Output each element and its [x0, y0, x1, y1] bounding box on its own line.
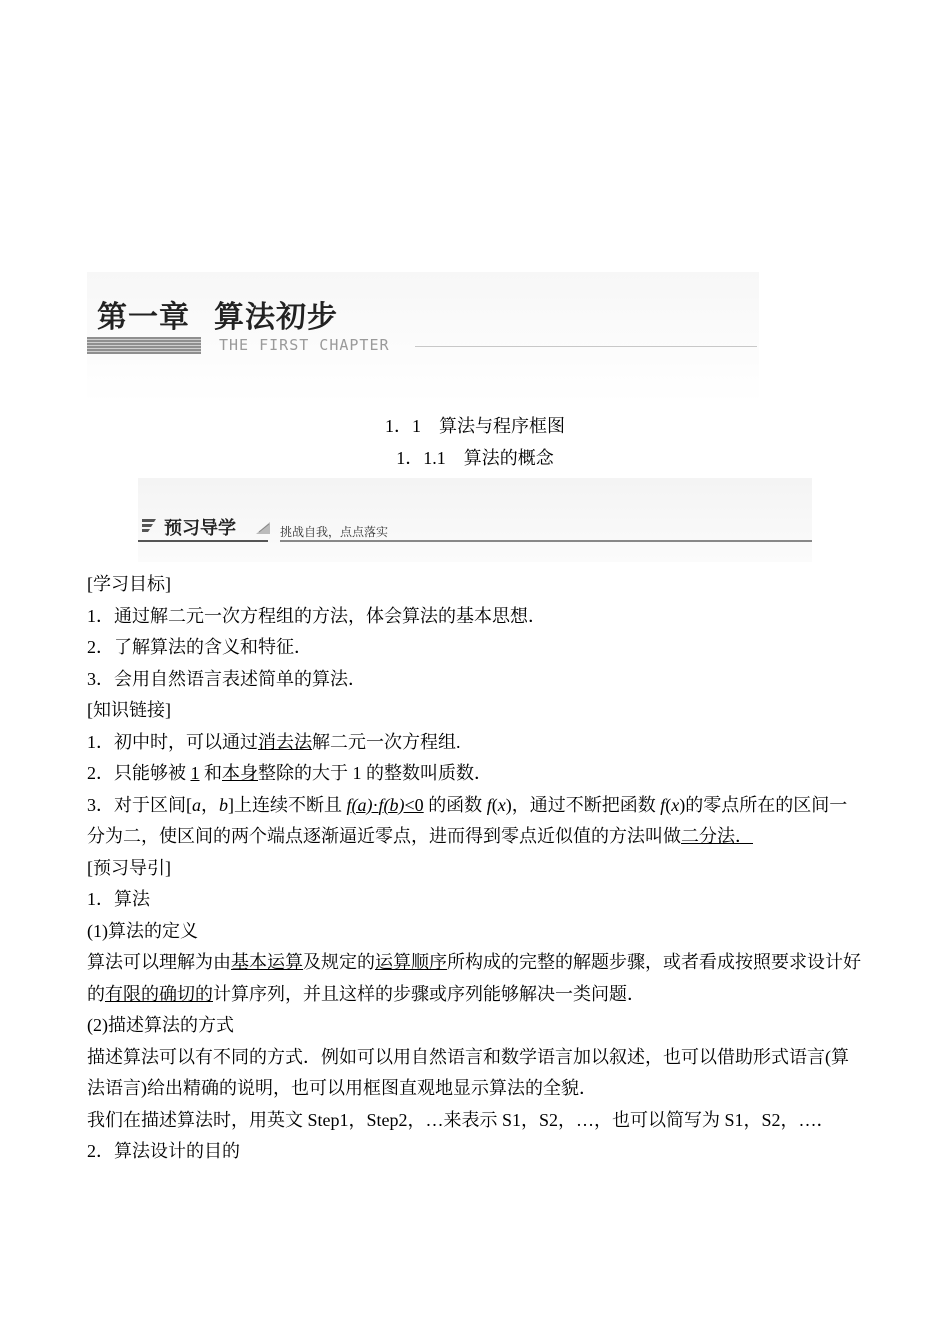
- text-segment: 的函数: [423, 794, 487, 815]
- math-op: ·: [372, 794, 379, 815]
- text-segment: ]上连续不断且: [228, 794, 347, 815]
- guide-heading-2: 2．算法设计的目的: [87, 1141, 240, 1161]
- math-var: f: [660, 794, 666, 815]
- blank-answer: 有限的确切的: [105, 983, 213, 1004]
- preview-banner: [138, 478, 812, 562]
- text-segment: 和: [199, 763, 222, 783]
- text-segment: 3．对于区间[: [87, 794, 192, 815]
- preview-banner-subtitle: 挑战自我，点点落实: [280, 525, 389, 539]
- section-title: 1．1 算法与程序框图: [385, 416, 565, 436]
- text-segment: 所构成的完整的解题步骤，或者看成按照要求设计好的: [87, 952, 861, 1004]
- math-var: a: [192, 794, 201, 815]
- goal-item-3: 3．会用自然语言表述简单的算法．: [87, 668, 366, 689]
- text-segment: 1．初中时，可以通过: [87, 731, 258, 752]
- math-var: (a): [351, 794, 373, 815]
- blank-answer: 基本运算: [231, 952, 303, 972]
- chapter-subtitle: THE FIRST CHAPTER: [219, 336, 390, 354]
- math-var: x: [497, 794, 506, 815]
- chapter-title: [97, 292, 338, 336]
- math-var: f: [378, 794, 384, 815]
- text-segment: 的零点所在的区间一分为二，使区间的两个端点逐渐逼近零点，进而得到零点近似值的方法叫做: [87, 794, 848, 846]
- preview-banner-title: 预习导学: [164, 518, 236, 539]
- guide-heading-1: 1．算法: [87, 889, 150, 909]
- main-content: [87, 569, 865, 1168]
- goal-item-2: 2．了解算法的含义和特征．: [87, 637, 312, 657]
- text-segment: 及规定的: [303, 952, 375, 972]
- guide-subheading-1-1: (1)算法的定义: [87, 920, 198, 941]
- guide-paragraph-1: [87, 947, 865, 1010]
- text-segment: 解二元一次方程组.: [312, 731, 461, 752]
- blank-answer: 二分法．: [681, 826, 753, 846]
- blank-answer: 运算顺序: [375, 952, 447, 972]
- text-segment: 计算序列，并且这样的步骤或序列能够解决一类问题．: [213, 983, 645, 1004]
- link-item-1: [87, 727, 865, 759]
- banner-underline-left: [138, 540, 268, 542]
- math-op: ): [679, 794, 686, 815]
- chapter-name: 算法初步: [214, 300, 338, 335]
- goal-item-1: 1．通过解二元一次方程组的方法，体会算法的基本思想．: [87, 605, 546, 626]
- text-segment: 整除的大于 1 的整数叫质数．: [258, 763, 492, 783]
- math-op: (: [665, 794, 672, 815]
- math-var: (b): [383, 794, 405, 815]
- guide-paragraph-2: 描述算法可以有不同的方式．例如可以用自然语言和数学语言加以叙述，也可以借助形式语言(算法语言)给出精确的说明，也可以用框图直观地显示算法的全貌．: [87, 1046, 849, 1098]
- link-item-3: [87, 790, 865, 853]
- guide-subheading-1-2: (2)描述算法的方式: [87, 1015, 234, 1035]
- math-var: f: [346, 794, 352, 815]
- text-segment: 2．只能够被: [87, 763, 191, 783]
- text-segment: ，通过不断把函数: [511, 794, 661, 815]
- section-subtitle: 1．1.1 算法的概念: [396, 448, 554, 468]
- links-header: [知识链接]: [87, 700, 171, 720]
- blank-answer-condition: [347, 795, 424, 815]
- blank-answer: 本身: [222, 763, 258, 783]
- math-var: f: [486, 794, 492, 815]
- guide-paragraph-3: 我们在描述算法时，用英文 Step1，Step2，…来表示 S1，S2，…，也可以简写为 S1，S2，…．: [87, 1109, 835, 1130]
- guide-header: [预习导引]: [87, 857, 171, 878]
- chapter-divider: [415, 346, 757, 347]
- math-var: b: [219, 794, 228, 815]
- chapter-banner: [87, 272, 759, 404]
- text-segment: ，: [201, 794, 219, 815]
- link-item-2: [87, 758, 865, 790]
- math-var: x: [671, 794, 680, 815]
- stripes-icon: [142, 518, 156, 532]
- math-op: (: [491, 794, 498, 815]
- goals-header: [学习目标]: [87, 574, 171, 594]
- math-op: <0: [404, 794, 424, 815]
- blank-answer: 消去法: [258, 731, 312, 752]
- chapter-number: 第一章: [97, 300, 190, 335]
- blank-answer: 1: [190, 763, 200, 783]
- chapter-decor-bars: [87, 337, 201, 354]
- math-op: ): [505, 794, 512, 815]
- triangle-icon: [256, 522, 270, 534]
- banner-underline-right: [280, 540, 812, 542]
- text-segment: 算法可以理解为由: [87, 952, 231, 972]
